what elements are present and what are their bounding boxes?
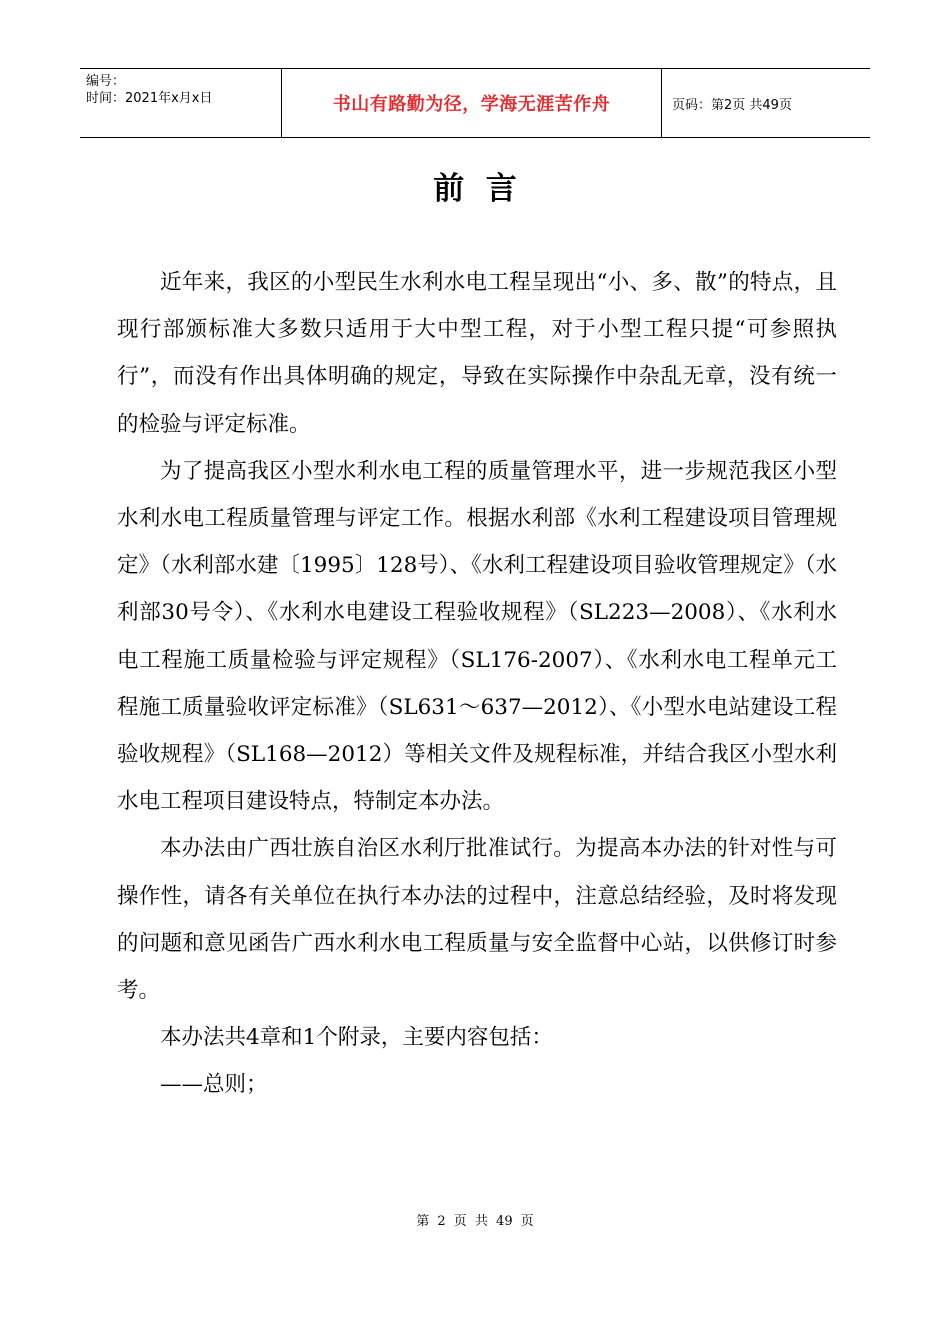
page-header [80, 68, 870, 138]
page-footer: 第 2 页 共 49 页 [416, 1214, 534, 1229]
paragraph: ——总则； [160, 1072, 268, 1098]
paragraph: 本办法共4章和1个附录，主要内容包括： [160, 1025, 553, 1051]
paragraph: 本办法由广西壮族自治区水利厅批准试行。为提高本办法的针对性与可操作性，请各有关单位在执行本办法的过程中，注意总结经验，及时将发现的问题和意见函告广西水利水电工程质量与安全监督中心站，以供修订时参考。 [117, 836, 837, 1004]
header-page-code-cell [662, 69, 870, 137]
paragraph: 为了提高我区小型水利水电工程的质量管理水平，进一步规范我区小型水利水电工程质量管理与评定工作。根据水利部《水利工程建设项目管理规定》（水利部水建〔1995〕128号）、《水利工程建设项目验收管理规定》（水利部30号令）、《水利水电建设工程验收规程》（SL223—2008）、《水利水电工程施工质量检验与评定规程》（SL176-2007）、《水利水电工程单元工程施工质量验收评定标准》（SL631～637—2012）、《小型水电站建设工程验收规程》（SL168—2012）等相关文件及规程标准，并结合我区小型水利水电工程项目建设特点，特制定本办法。 [117, 458, 837, 815]
header-motto-cell [282, 69, 662, 137]
header-meta [80, 69, 282, 137]
number-label: 编号： [86, 74, 126, 89]
time-label: 时间：2021年x月x日 [86, 91, 213, 106]
document-body [117, 259, 837, 1109]
motto: 书山有路勤为径，学海无涯苦作舟 [332, 94, 611, 115]
page-title: 前 言 [433, 171, 517, 207]
paragraph: 近年来，我区的小型民生水利水电工程呈现出“小、多、散”的特点，且现行部颁标准大多数只适用于大中型工程，对于小型工程只提“可参照执行”，而没有作出具体明确的规定，导致在实际操作中杂乱无章，没有统一的检验与评定标准。 [117, 270, 837, 437]
page-code: 页码：第2页 共49页 [672, 97, 792, 113]
